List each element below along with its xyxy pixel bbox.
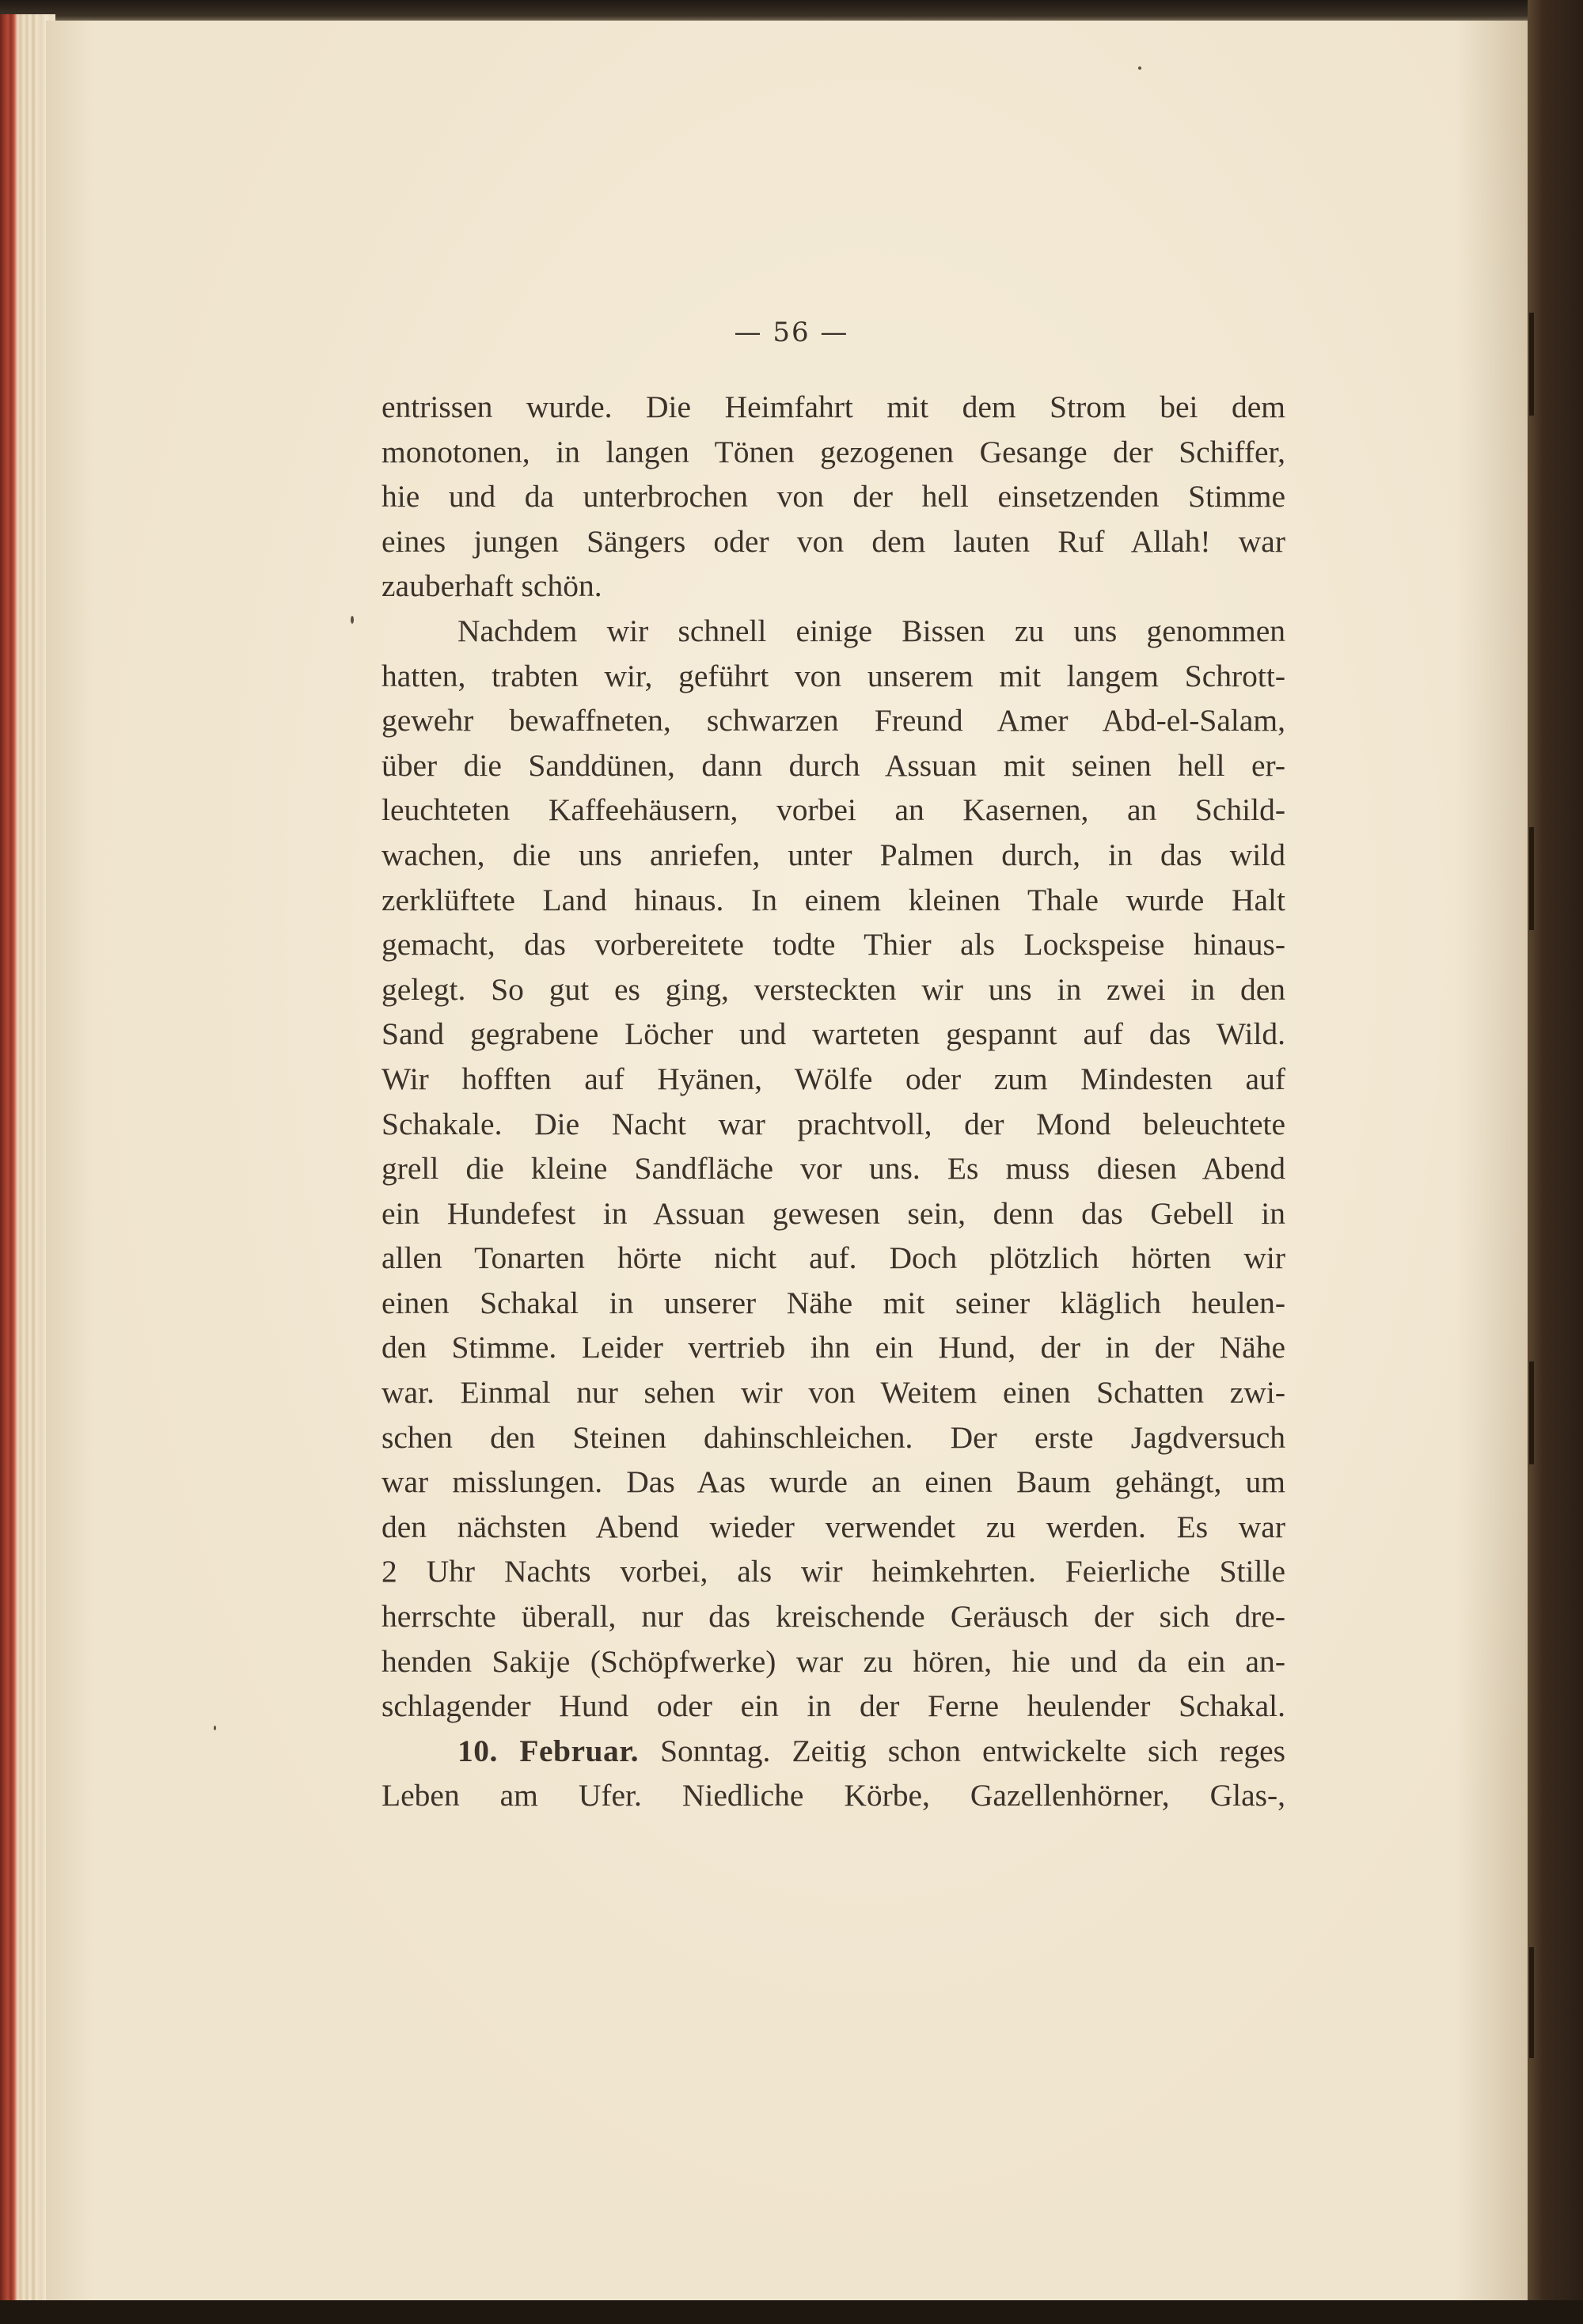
text-line: den Stimme. Leider vertrieb ihn ein Hund, der in der Nähe bbox=[382, 1330, 1285, 1365]
text-line: über die Sanddünen, dann durch Assuan mit seinen hell er- bbox=[382, 747, 1285, 783]
paper-speck bbox=[351, 616, 354, 624]
text-line: Leben am Ufer. Niedliche Körbe, Gazellenhörner, Glas-, bbox=[382, 1778, 1285, 1813]
text-line: herrschte überall, nur das kreischende Geräusch der sich dre- bbox=[382, 1599, 1285, 1635]
text-line: allen Tonarten hörte nicht auf. Doch plötzlich hörten wir bbox=[382, 1240, 1285, 1276]
text-line: war misslungen. Das Aas wurde an einen Baum gehängt, um bbox=[382, 1464, 1285, 1500]
text-line: gewehr bewaffneten, schwarzen Freund Amer Abd-el-Salam, bbox=[382, 703, 1285, 739]
text-line: grell die kleine Sandfläche vor uns. Es muss diesen Abend bbox=[382, 1151, 1285, 1187]
text-line-with-date bbox=[382, 1729, 1285, 1774]
text-line: zauberhaft schön. bbox=[382, 568, 602, 604]
paper-speck bbox=[214, 1726, 216, 1730]
text-line: schlagender Hund oder ein in der Ferne heulender Schakal. bbox=[382, 1688, 1285, 1724]
text-line: hie und da unterbrochen von der hell einsetzenden Stimme bbox=[382, 479, 1285, 515]
book-binding bbox=[1528, 0, 1583, 2324]
text-line: leuchteten Kaffeehäusern, vorbei an Kasernen, an Schild- bbox=[382, 792, 1285, 828]
text-line: einen Schakal in unserer Nähe mit seiner kläglich heulen- bbox=[382, 1285, 1285, 1320]
text-line: 2 Uhr Nachts vorbei, als wir heimkehrten. Feierliche Stille bbox=[382, 1554, 1285, 1589]
body-text bbox=[382, 385, 1285, 1818]
text-line: hatten, trabten wir, geführt von unserem mit langem Schrott- bbox=[382, 658, 1285, 693]
text-line: den nächsten Abend wieder verwendet zu werden. Es war bbox=[382, 1509, 1285, 1544]
text-line: gelegt. So gut es ging, versteckten wir uns in zwei in den bbox=[382, 971, 1285, 1007]
text-line: ein Hundefest in Assuan gewesen sein, denn das Gebell in bbox=[382, 1195, 1285, 1231]
text-line: Wir hofften auf Hyänen, Wölfe oder zum Mindesten auf bbox=[382, 1061, 1285, 1096]
page-number: — 56 — bbox=[734, 317, 849, 348]
paper-speck bbox=[1138, 66, 1141, 70]
binding-notch bbox=[1529, 1361, 1534, 1464]
text-line: zerklüftete Land hinaus. In einem kleinen Thale wurde Halt bbox=[382, 882, 1285, 917]
text-line: Nachdem wir schnell einige Bissen zu uns genommen bbox=[457, 613, 1285, 648]
text-line: monotonen, in langen Tönen gezogenen Gesange der Schiffer, bbox=[382, 434, 1285, 469]
text-line: eines jungen Sängers oder von dem lauten Ruf Allah! war bbox=[382, 523, 1285, 559]
binding-notch bbox=[1529, 1947, 1534, 2058]
text-line: schen den Steinen dahinschleichen. Der erste Jagdversuch bbox=[382, 1419, 1285, 1455]
date-line-text: Sonntag. Zeitig schon entwickelte sich reges bbox=[660, 1733, 1285, 1768]
date-heading: 10. Februar. bbox=[457, 1733, 640, 1768]
text-line: gemacht, das vorbereitete todte Thier als Lockspeise hinaus- bbox=[382, 927, 1285, 963]
binding-notch bbox=[1529, 827, 1534, 930]
text-line: Schakale. Die Nacht war prachtvoll, der Mond beleuchtete bbox=[382, 1106, 1285, 1141]
text-line: Sand gegrabene Löcher und warteten gespannt auf das Wild. bbox=[382, 1016, 1285, 1052]
top-edge bbox=[0, 0, 1583, 21]
text-line: entrissen wurde. Die Heimfahrt mit dem Strom bei dem bbox=[382, 389, 1285, 424]
text-line: henden Sakije (Schöpfwerke) war zu hören, hie und da ein an- bbox=[382, 1643, 1285, 1679]
text-line: wachen, die uns anriefen, unter Palmen durch, in das wild bbox=[382, 837, 1285, 872]
bottom-edge bbox=[0, 2300, 1583, 2324]
text-line: war. Einmal nur sehen wir von Weitem einen Schatten zwi- bbox=[382, 1375, 1285, 1411]
